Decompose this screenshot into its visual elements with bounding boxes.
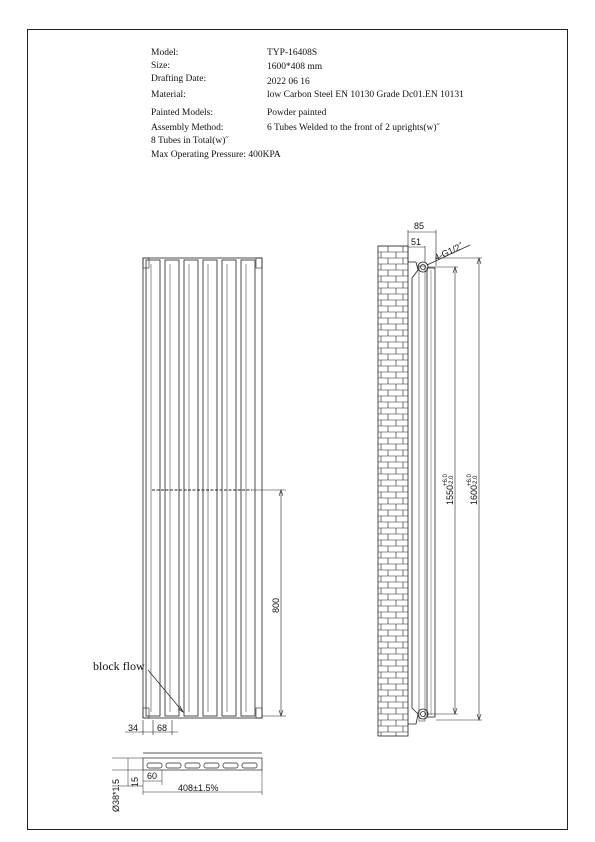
dim-800: 800 <box>271 597 281 613</box>
model-value: TYP-16408S <box>267 48 318 58</box>
bottom-connection-icon <box>418 709 428 719</box>
painted-models-label: Painted Models: <box>151 108 214 118</box>
dim-408: 408±1.5% <box>178 783 219 793</box>
wall-bracket <box>408 262 418 724</box>
dim-1550-tol-upper: +6.0 <box>443 474 449 486</box>
size-value: 1600*408 mm <box>267 62 323 72</box>
tube-6 <box>241 260 255 716</box>
dim-68: 68 <box>157 723 168 733</box>
assembly-method-value: 6 Tubes Welded to the front of 2 uprights(w)˝ <box>267 123 440 133</box>
drafting-date-value: 2022 06 16 <box>267 77 310 87</box>
size-label: Size: <box>151 61 170 71</box>
painted-models-value: Powder painted <box>267 108 327 118</box>
dim-60: 60 <box>147 771 158 781</box>
block-flow-label: block flow <box>93 659 145 673</box>
block-flow-leader <box>148 670 183 712</box>
connection-label: 4-G1/2˝ <box>432 240 465 263</box>
dim-1550-tol-lower: -2.0 <box>449 475 455 486</box>
assembly-method-label: Assembly Method: <box>151 123 224 133</box>
dim-15: 15 <box>130 776 140 787</box>
dim-34: 34 <box>128 723 139 733</box>
dim-1600-tol-lower: -2.0 <box>473 475 479 486</box>
dim-85: 85 <box>414 221 425 231</box>
front-view <box>125 258 286 735</box>
tube-4 <box>203 260 217 716</box>
front-tubes <box>146 260 255 716</box>
front-outline <box>143 258 262 718</box>
dim-1550: 1550 <box>445 484 455 505</box>
dim-1550-group <box>443 473 455 505</box>
tube-2 <box>165 260 179 716</box>
dim-1600-group <box>467 473 479 505</box>
dim-1600: 1600 <box>469 484 479 505</box>
top-connection-icon <box>418 262 428 272</box>
tubes-total: 8 Tubes in Total(w)˝ <box>151 136 229 146</box>
tube-1 <box>146 260 160 716</box>
tube-3 <box>184 260 198 716</box>
brick-wall <box>378 246 408 736</box>
model-label: Model: <box>151 48 179 58</box>
dim-1600-tol-upper: +6.0 <box>467 474 473 486</box>
material-value: low Carbon Steel EN 10130 Grade Dc01.EN 10131 <box>267 90 464 100</box>
dim-51: 51 <box>411 237 422 247</box>
max-pressure: Max Operating Pressure: 400KPA <box>151 150 281 160</box>
material-label: Material: <box>151 90 186 100</box>
drafting-date-label: Drafting Date: <box>151 74 207 84</box>
tube-5 <box>222 260 236 716</box>
dim-tube: Ø38*1.5 <box>111 778 121 812</box>
